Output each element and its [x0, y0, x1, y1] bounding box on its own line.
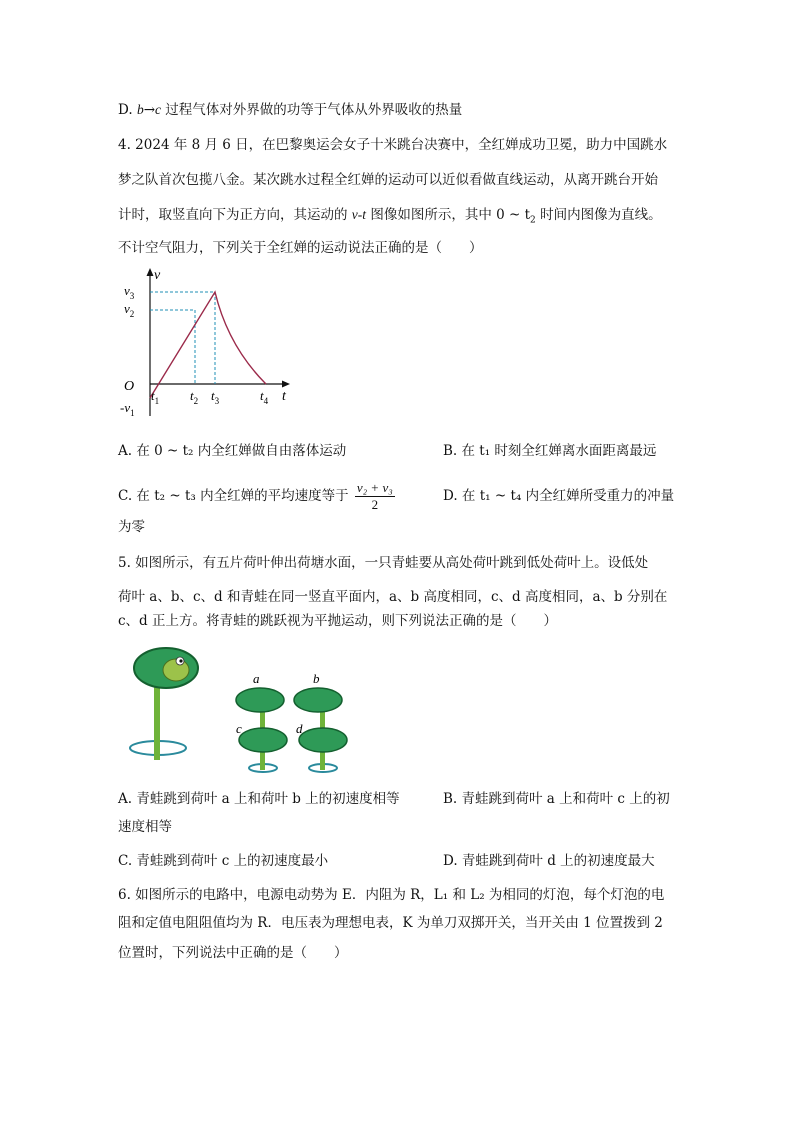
label-v: v — [154, 268, 161, 283]
lily-pad-a — [236, 688, 284, 712]
q5-stem-line-1: 5. 如图所示，有五片荷叶伸出荷塘水面，一只青蛙要从高处荷叶跳到低处荷叶上。设低处 — [118, 555, 649, 571]
q5-option-d: D. 青蛙跳到荷叶 d 上的初速度最大 — [443, 853, 655, 869]
fraction-v2-v3-over-2: $\frac{\text{v₂ + v₃}}{2}$ — [356, 480, 393, 512]
q5-stem-line-3: c、d 正上方。将青蛙的跳跃视为平抛运动，则下列说法正确的是（ ） — [118, 613, 557, 629]
label-v2: $v_2$ — [124, 301, 135, 319]
label-a: a — [253, 671, 260, 686]
q4-option-a: A. 在 0 ~ t₂ 内全红婵做自由落体运动 — [118, 443, 347, 459]
q5-option-a: A. 青蛙跳到荷叶 a 上和荷叶 b 上的初速度相等 — [118, 791, 400, 807]
q4-stem-line-1: 4. 2024 年 8 月 6 日，在巴黎奥运会女子十米跳台决赛中，全红婵成功卫冕，助力中国跳水 — [118, 137, 668, 153]
q4-option-c: C. 在 t₂ ~ t₃ 内全红婵的平均速度等于 $\frac{\text{v₂ + v₃}}{2}$ — [118, 480, 393, 512]
q5-option-c: C. 青蛙跳到荷叶 c 上的初速度最小 — [118, 853, 329, 869]
q6-stem-line-1: 6. 如图所示的电路中，电源电动势为 E．内阻为 R，L₁ 和 L₂ 为相同的灯泡，每个灯泡的电 — [118, 887, 665, 903]
label-d: d — [296, 721, 303, 736]
q4-stem-line-4: 不计空气阻力，下列关于全红婵的运动说法正确的是（ ） — [118, 240, 483, 256]
lily-pad-d — [299, 728, 347, 752]
q4-stem-line-3: 计时，取竖直向下为正方向，其运动的 v-t 图像如图所示，其中 0 ~ $t_2$ 时间内图像为直线。 — [118, 207, 662, 226]
lily-pad-b — [294, 688, 342, 712]
label-t1: $t_1$ — [151, 388, 160, 406]
q4-stem-line-2: 梦之队首次包揽八金。某次跳水过程全红婵的运动可以近似看做直线运动，从离开跳台开始 — [118, 172, 658, 188]
lily-pad-illustration — [118, 640, 358, 780]
label-t2: $t_2$ — [190, 388, 199, 406]
label-c: c — [236, 721, 242, 736]
q3-option-d: D. b→c 过程气体对外界做的功等于气体从外界吸收的热量 — [118, 102, 463, 118]
label-t4: $t_4$ — [260, 388, 269, 406]
label-t3: $t_3$ — [211, 388, 220, 406]
q4-option-b: B. 在 t₁ 时刻全红婵离水面距离最远 — [443, 443, 657, 459]
lily-pad-c — [239, 728, 287, 752]
label-t: t — [282, 389, 286, 404]
q6-stem-line-2: 阻和定值电阻阻值均为 R．电压表为理想电表，K 为单刀双掷开关，当开关由 1 位置拨到 2 — [118, 915, 663, 931]
q4-option-d: D. 在 t₁ ~ t₄ 内全红婵所受重力的冲量 — [443, 488, 675, 504]
label-origin: O — [124, 379, 135, 394]
q6-stem-line-3: 位置时，下列说法中正确的是（ ） — [118, 945, 348, 961]
q5-option-b-cont: 速度相等 — [118, 819, 172, 835]
label-neg-v1: $-v_1$ — [120, 400, 135, 418]
v-axis-arrow — [147, 268, 154, 276]
q5-option-b: B. 青蛙跳到荷叶 a 上和荷叶 c 上的初 — [443, 791, 670, 807]
velocity-curve — [150, 292, 266, 398]
q5-stem-line-2: 荷叶 a、b、c、d 和青蛙在同一竖直平面内，a、b 高度相同，c、d 高度相同，a、b 分别在 — [118, 589, 668, 605]
vt-graph — [118, 266, 298, 426]
label-b: b — [313, 671, 320, 686]
label-v3: $v_3$ — [124, 283, 135, 301]
q4-option-d-cont: 为零 — [118, 519, 145, 535]
t-axis-arrow — [282, 381, 290, 388]
